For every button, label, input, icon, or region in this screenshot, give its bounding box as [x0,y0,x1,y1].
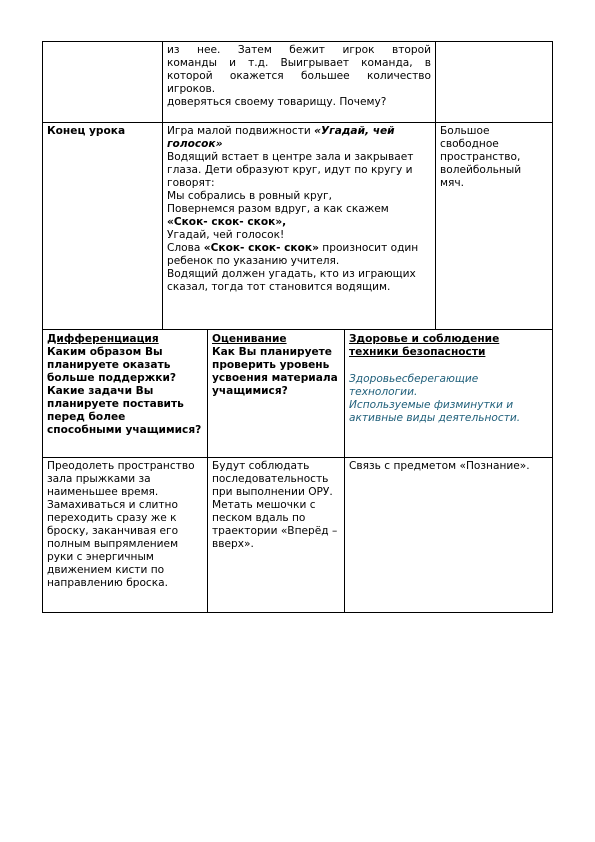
game-name: «Угадай, чей голосок» [167,125,395,150]
differentiation-header [43,330,208,458]
activity-line: которой окажется большее количество [167,70,431,82]
resources-cell-empty [436,42,553,123]
resources-cell [436,123,553,330]
assessment-text: Будут соблюдать последовательность при выполнении ОРУ. [212,460,333,498]
assessment-text: Метать мешочки с песком вдаль по траектории «Вперёд – вверх». [212,499,338,550]
differentiation-title: Дифференциация [47,333,159,345]
final-text: Водящий должен угадать, кто из играющих сказал, тогда тот становится водящим. [167,268,416,293]
health-cell [345,458,553,613]
game-intro: Игра малой подвижности [167,125,315,137]
game-title [167,125,431,151]
differentiation-question: Каким образом Вы планируете оказать больше поддержки? Какие задачи Вы планируете поставить перед более способными учащимися? [47,346,202,436]
poem-line: Повернемся разом вдруг, а как скажем [167,203,389,215]
health-text: Связь с предметом «Познание». [349,460,530,472]
activity-line: игроков. [167,83,216,95]
table-header-row [43,330,553,458]
health-title: Здоровье и соблюдение техники безопасности [349,333,500,358]
activity-cell [163,42,436,123]
health-header [345,330,553,458]
table-row [43,42,553,123]
poem-line: Мы собрались в ровный круг, [167,190,332,202]
table-row [43,458,553,613]
assessment-header [208,330,345,458]
differentiation-text: Преодолеть пространство зала прыжками за наименьшее время. [47,460,195,498]
differentiation-cell [43,458,208,613]
assessment-cell [208,458,345,613]
stage-cell-empty [43,42,163,123]
health-activities: Используемые физминутки и активные виды деятельности. [349,399,521,424]
table-row [43,123,553,330]
activity-line: команды и т.д. Выигрывает команда, в [167,57,431,69]
differentiation-text: Замахиваться и слитно переходить сразу же к броску, заканчивая его полным выпрямлением руки с энергичным движением кисти по направлению броска. [47,499,179,589]
poem-line: «Скок- скок- скок», [167,216,287,228]
words-suffix: произносит один ребенок по указанию учителя. [167,242,419,267]
activity-line: доверяться своему товарищу. Почему? [167,96,387,108]
assessment-question: Как Вы планируете проверить уровень усвоения материала учащимися? [212,346,338,397]
assessment-title: Оценивание [212,333,287,345]
words-prefix: Слова [167,242,204,254]
health-tech: Здоровьесберегающие технологии. [349,373,479,398]
game-description: Водящий встает в центре зала и закрывает глаза. Дети образуют круг, идут по кругу и говорят: [167,151,414,189]
words-bold: «Скок- скок- скок» [203,242,319,254]
activity-cell [163,123,436,330]
lesson-plan-table [42,41,553,330]
words-text [167,242,431,268]
resources-text: Большое свободное пространство, волейбольный мяч. [440,125,522,189]
stage-label: Конец урока [47,125,126,137]
activity-line: из нее. Затем бежит игрок второй [167,44,431,56]
assessment-table [42,329,553,613]
poem-line: Угадай, чей голосок! [167,229,285,241]
stage-cell [43,123,163,330]
